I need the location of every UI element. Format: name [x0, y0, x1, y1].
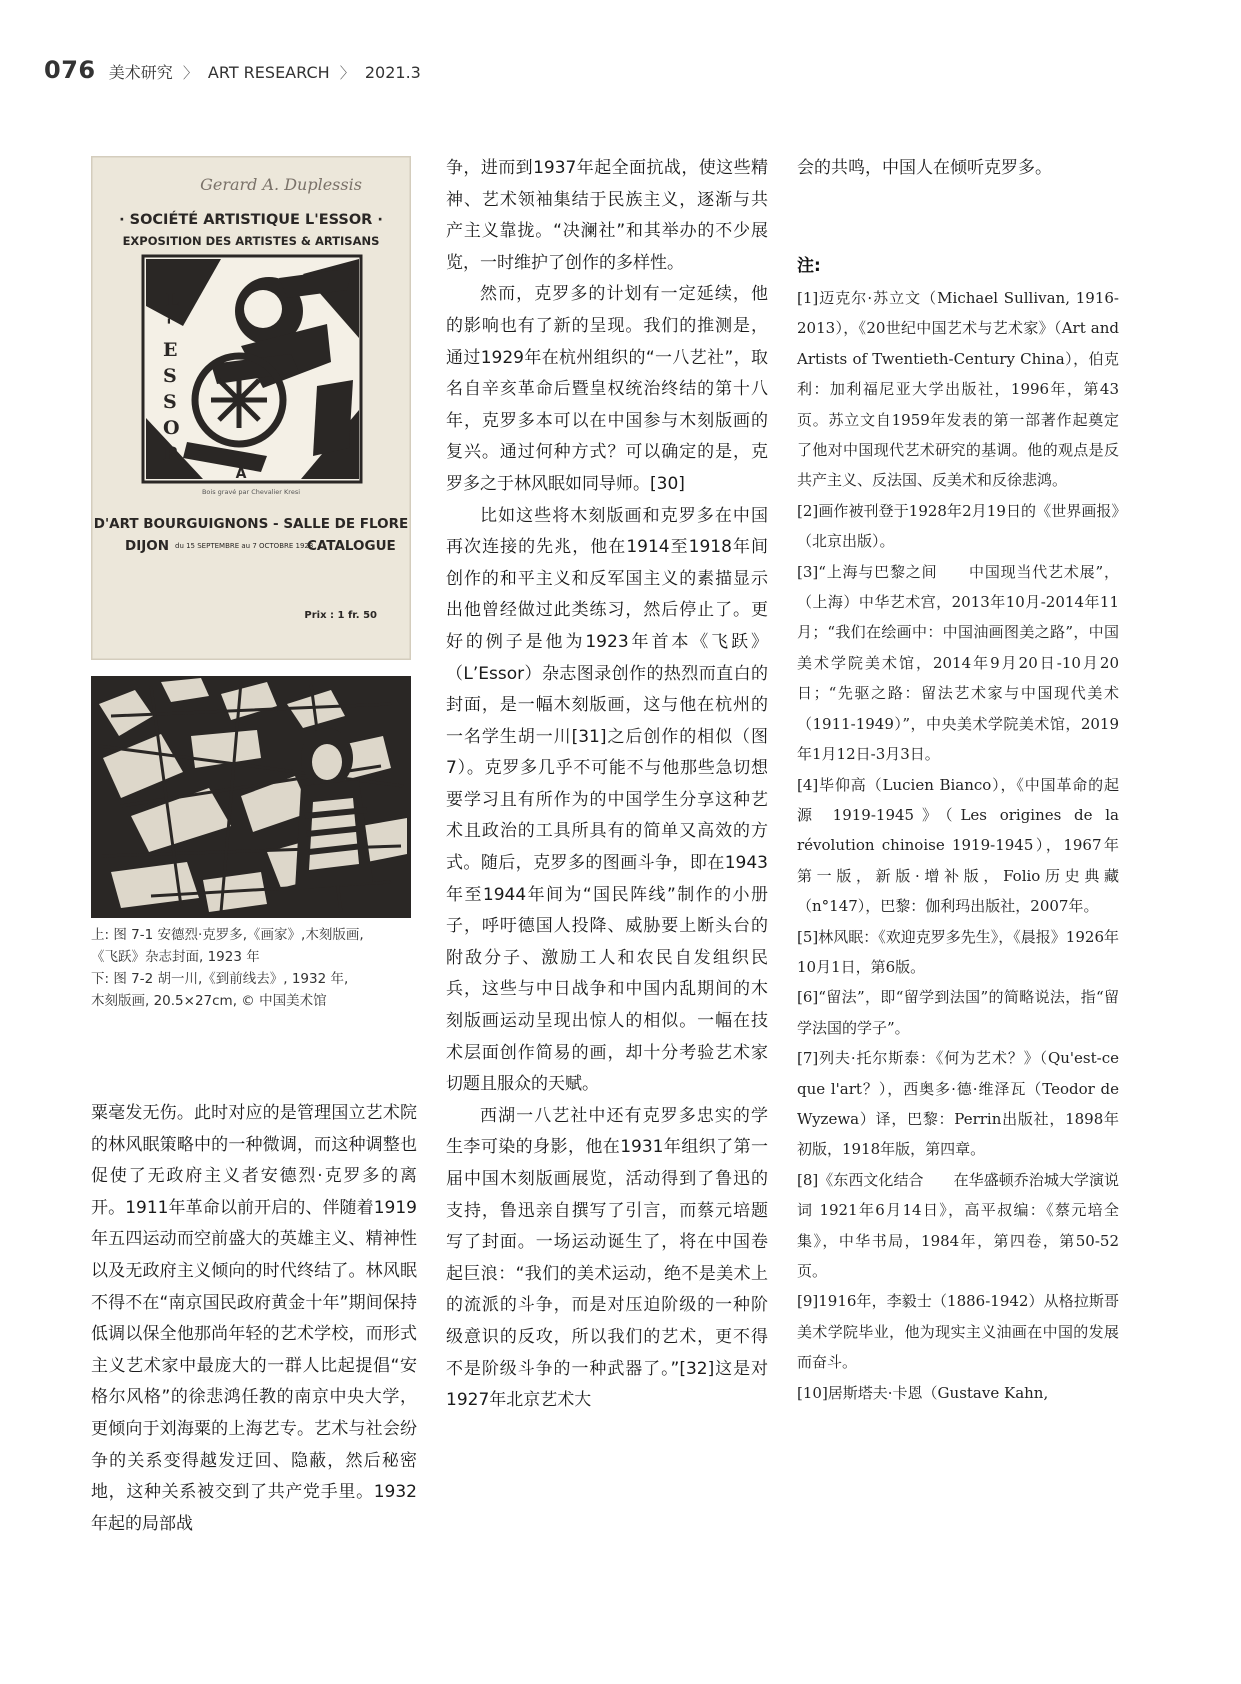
poster-woodcut-artwork: [143, 256, 361, 482]
figure-caption: [91, 924, 431, 1012]
note-item: [4]毕仰高（Lucien Bianco），《中国革命的起源 1919-1945》（Les origines de la révolution chinoise 1919-1945），1967年第一版，新版·增补版，Folio历史典藏（n°147），巴黎：伽利玛出版社，2007年。: [797, 775, 1119, 916]
article-column-left: [91, 1098, 417, 1540]
note-item: [8]《东西文化结合 在华盛顿乔治城大学演说词 1921年6月14日》，高平叔编：《蔡元培全集》，中华书局，1984年，第四卷，第50-52页。: [797, 1170, 1119, 1280]
running-header: [44, 56, 421, 84]
poster-image: [91, 156, 411, 660]
woodcut-image: [91, 676, 411, 918]
poster-catalogue: CATALOGUE: [307, 538, 396, 554]
journal-title-cn: 美术研究: [108, 63, 173, 82]
poster-dates: du 15 SEPTEMBRE au 7 OCTOBRE 1923: [175, 542, 314, 550]
note-item: [2]画作被刊登于1928年2月19日的《世界画报》（北京出版）。: [797, 501, 1119, 551]
notes-list: [797, 283, 1119, 1408]
note-item: [7]列夫·托尔斯泰：《何为艺术？》（Qu'est-ce que l'art？），西奥多·德·维泽瓦（Teodor de Wyzewa）译，巴黎：Perrin出版社，1898年初版，1918年版，第四章。: [797, 1049, 1119, 1159]
caption-line-1: 上: 图 7-1 安德烈·克罗多,《画家》,木刻版画,: [91, 927, 364, 943]
note-item: [3]“上海与巴黎之间 中国现当代艺术展”，（上海）中华艺术宫，2013年10月-2014年11月；“我们在绘画中：中国油画图美之路”，中国美术学院美术馆，2014年9月20日-10月20日；“先驱之路：留法艺术家与中国现代美术（1911-1949）”，中央美术学院美术馆，2019年1月12日-3月3日。: [797, 562, 1119, 764]
journal-title-en: ART RESEARCH: [207, 63, 330, 82]
poster-handwriting: Gerard A. Duplessis: [200, 175, 362, 194]
poster-price: Prix : 1 fr. 50: [304, 610, 377, 621]
caption-line-3: 下: 图 7-2 胡一川,《到前线去》, 1932 年,: [91, 971, 349, 987]
paragraph: 比如这些将木刻版画和克罗多在中国再次连接的先兆，他在1914至1918年间创作的和平主义和反军国主义的素描显示出他曾经做过此类练习，然后停止了。更好的例子是他为1923年首本《飞跃》（L’Essor）杂志图录创作的热烈而直白的封面，是一幅木刻版画，这与他在杭州的一名学生胡一川[31]之后创作的相似（图7）。克罗多几乎不可能不与他那些急切想要学习且有所作为的中国学生分享这种艺术且政治的工具所具有的简单又高效的方式。随后，克罗多的图画斗争，即在1943年至1944年间为“国民阵线”制作的小册子，呼吁德国人投降、威胁要上断头台的附敌分子、激励工人和农民自发组织民兵，这些与中日战争和中国内乱期间的木刻版画运动呈现出惊人的相似。一幅在技术层面创作简易的画，却十分考验艺术家切题且服众的天赋。: [446, 505, 768, 1095]
caption-line-4: 木刻版画, 20.5×27cm, © 中国美术馆: [91, 993, 327, 1009]
paragraph: 西湖一八艺社中还有克罗多忠实的学生李可染的身影，他在1931年组织了第一届中国木刻版画展览，活动得到了鲁迅的支持，鲁迅亲自撰写了引言，而蔡元培题写了封面。一场运动诞生了，将在中国卷起巨浪：“我们的美术运动，绝不是美术上的流派的斗争，而是对压迫阶级的一种阶级意识的反攻，所以我们的艺术，更不得不是阶级斗争的一种武器了。”[32]这是对1927年北京艺术大: [446, 1105, 768, 1411]
article-column-right: [797, 153, 1119, 185]
header-separator-2: 〉: [339, 64, 355, 82]
paragraph: 粟毫发无伤。此时对应的是管理国立艺术院的林风眠策略中的一种微调，而这种调整也促使了无政府主义者安德烈·克罗多的离开。1911年革命以前开启的、伴随着1919年五四运动而空前盛大的英雄主义、精神性以及无政府主义倾向的时代终结了。林风眠不得不在“南京国民政府黄金十年”期间保持低调以保全他那尚年轻的艺术学校，而形式主义艺术家中最庞大的一群人比起提倡“安格尔风格”的徐悲鸿任教的南京中央大学，更倾向于刘海粟的上海艺专。艺术与社会纷争的关系变得越发迂回、隐蔽，然后秘密地，这种关系被交到了共产党手里。1932年起的局部战: [91, 1103, 417, 1534]
note-item: [10]居斯塔夫·卡恩（Gustave Kahn,: [797, 1383, 1049, 1402]
paragraph: 然而，克罗多的计划有一定延续，他的影响也有了新的呈现。我们的推测是，通过1929年在杭州组织的“一八艺社”，取名自辛亥革命后暨皇权统治终结的第十八年，克罗多本可以在中国参与木刻版画的复兴。通过何种方式？可以确定的是，克罗多之于林风眠如同导师。[30]: [446, 284, 768, 494]
caption-line-2: 《飞跃》杂志封面, 1923 年: [91, 949, 260, 965]
notes-heading: 注:: [797, 256, 821, 276]
figure-7-2-woodcut: [91, 676, 411, 918]
page-number: 076: [44, 56, 96, 84]
header-separator-1: 〉: [182, 64, 198, 82]
note-item: [1]迈克尔·苏立文（Michael Sullivan, 1916-2013），《20世纪中国艺术与艺术家》（Art and Artists of Twentieth-Century China），伯克利：加利福尼亚大学出版社，1996年，第43页。苏立文自1959年发表的第一部著作起奠定了他对中国现代艺术研究的基调。他的观点是反共产主义、反法国、反美术和反徐悲鸿。: [797, 289, 1119, 490]
poster-bottom-line1: D'ART BOURGUIGNONS - SALLE DE FLORE: [93, 516, 409, 532]
poster-woodcut-word: L ' E S S O R: [163, 289, 180, 465]
poster-ac-monogram: A: [235, 466, 247, 482]
note-item: [9]1916年，李毅士（1886-1942）从格拉斯哥美术学院毕业，他为现实主义油画在中国的发展而奋斗。: [797, 1292, 1119, 1372]
poster-dijon: DIJON: [125, 538, 170, 554]
paragraph: 会的共鸣，中国人在倾听克罗多。: [797, 158, 1052, 178]
note-item: [6]“留法”，即“留学到法国”的简略说法，指“留学法国的学子”。: [797, 988, 1119, 1037]
poster-title-line1: · SOCIÉTÉ ARTISTIQUE L'ESSOR ·: [119, 212, 383, 228]
figure-7-1-poster: [91, 156, 411, 660]
journal-issue: 2021.3: [364, 63, 421, 82]
poster-small-credit: Bois gravé par Chevalier Kresi: [201, 488, 301, 496]
article-column-middle: [446, 153, 768, 1417]
poster-title-line2: EXPOSITION DES ARTISTES & ARTISANS: [122, 234, 380, 248]
note-item: [5]林风眠：《欢迎克罗多先生》，《晨报》1926年10月1日，第6版。: [797, 927, 1119, 976]
paragraph: 争，进而到1937年起全面抗战，使这些精神、艺术领袖集结于民族主义，逐渐与共产主义靠拢。“决澜社”和其举办的不少展览，一时维护了创作的多样性。: [446, 158, 768, 273]
